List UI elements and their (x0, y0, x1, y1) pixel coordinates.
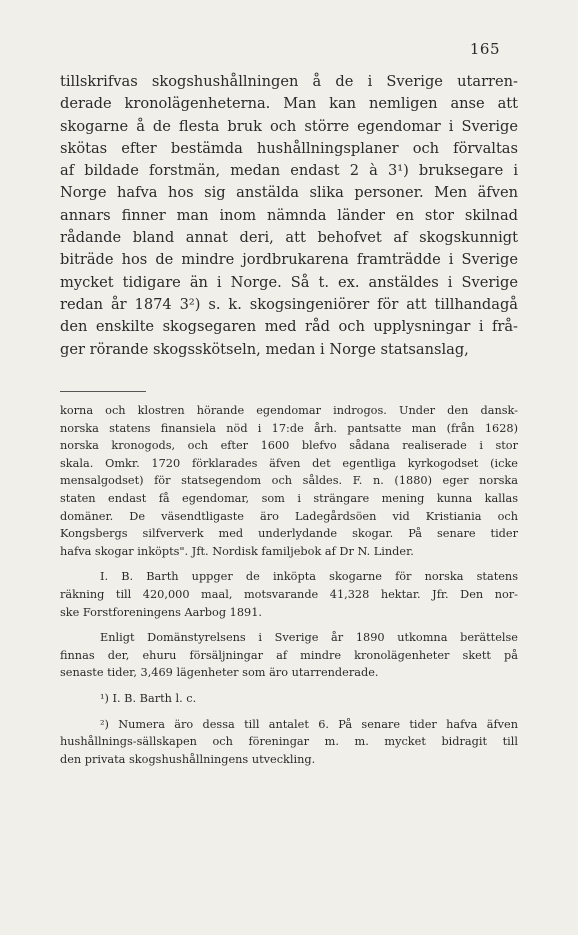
footnote-line: ²) Numera äro dessa till antalet 6. På senare tider hafva äfven (100, 717, 518, 731)
body-line: den enskilte skogsegaren med råd och upplysningar i frå- (60, 318, 518, 336)
footnote-line: norska statens finansiela nöd i 17:de årh. pantsatte man (från 1628) (60, 421, 518, 435)
footnote-2 (60, 716, 518, 769)
footnote-line: ¹) I. B. Barth l. c. (100, 691, 197, 705)
body-line: redan år 1874 3²) s. k. skogsingeniörer för att tillhandagå (60, 295, 518, 313)
body-line: Norge hafva hos sig anstälda slika personer. Men äfven (60, 184, 518, 202)
body-line: af bildade forstmän, medan endast 2 à 3¹) bruksegare i (60, 162, 518, 180)
page-number: 165 (469, 40, 500, 58)
footnote-line: hushållnings-sällskapen och föreningar m. m. mycket bidragit till (60, 735, 518, 749)
footnote-line: hafva skogar inköpts". Jft. Nordisk familjebok af Dr N. Linder. (60, 544, 414, 558)
paragraph-gap (60, 708, 518, 716)
footnote-line: mensalgodset) för statsegendom och såldes. F. n. (1880) eger norska (60, 474, 518, 488)
footnote-line: räkning till 420,000 maal, motsvarande 41,328 hektar. Jfr. Den nor- (60, 587, 518, 601)
body-line: skogarne å de flesta bruk och större egendomar i Sverige (60, 117, 518, 135)
footnote-line: skala. Omkr. 1720 förklarades äfven det egentliga kyrkogodset (icke (60, 456, 518, 470)
footnote-line: domäner. De väsendtligaste äro Ladegårdsöen vid Kristiania och (60, 509, 518, 523)
body-line: ger rörande skogsskötseln, medan i Norge statsanslag, (60, 340, 469, 358)
footnote-paragraph-barth (60, 568, 518, 621)
footnote-line: I. B. Barth uppger de inköpta skogarne för norska statens (100, 570, 518, 584)
body-line: skötas efter bestämda hushållningsplaner och förvaltas (60, 139, 518, 157)
footnote-line: Enligt Domänstyrelsens i Sverige år 1890 utkomna berättelse (100, 631, 518, 645)
body-line: biträde hos de mindre jordbrukarena framträdde i Sverige (60, 251, 518, 269)
footnote-line: staten endast få egendomar, som i strängare mening kunna kallas (60, 491, 518, 505)
paragraph-gap (60, 682, 518, 690)
footnote-line: finnas der, ehuru försäljningar af mindre kronolägenheter skett på (60, 648, 518, 662)
main-body-text (60, 71, 518, 361)
body-line: rådande bland annat deri, att behofvet af skogskunnigt (60, 229, 518, 247)
footnote-line: ske Forstforeningens Aarbog 1891. (60, 605, 262, 619)
footnote-line: senaste tider, 3,469 lägenheter som äro utarrenderade. (60, 666, 379, 680)
body-line: derade kronolägenheterna. Man kan nemligen anse att (60, 95, 518, 113)
footnote-line: norska kronogods, och efter 1600 blefvo sådana realiserade i stor (60, 439, 518, 453)
paragraph-gap (60, 560, 518, 568)
footnote-1 (60, 690, 518, 708)
body-line: annars finner man inom nämnda länder en stor skilnad (60, 206, 518, 224)
body-line: tillskrifvas skogshushållningen å de i Sverige utarren- (60, 73, 518, 90)
footnotes (60, 402, 518, 768)
footnote-divider (60, 391, 146, 392)
footnote-continuation (60, 402, 518, 560)
footnote-line: Kongsbergs silfververk med underlydande skogar. På senare tider (60, 527, 518, 541)
footnote-line: korna och klostren hörande egendomar indrogos. Under den dansk- (60, 404, 518, 417)
footnote-paragraph-domanstyrelsen (60, 629, 518, 682)
paragraph-gap (60, 621, 518, 629)
body-line: mycket tidigare än i Norge. Så t. ex. anstäldes i Sverige (60, 273, 518, 291)
footnote-line: den privata skogshushållningens utveckling. (60, 752, 316, 766)
